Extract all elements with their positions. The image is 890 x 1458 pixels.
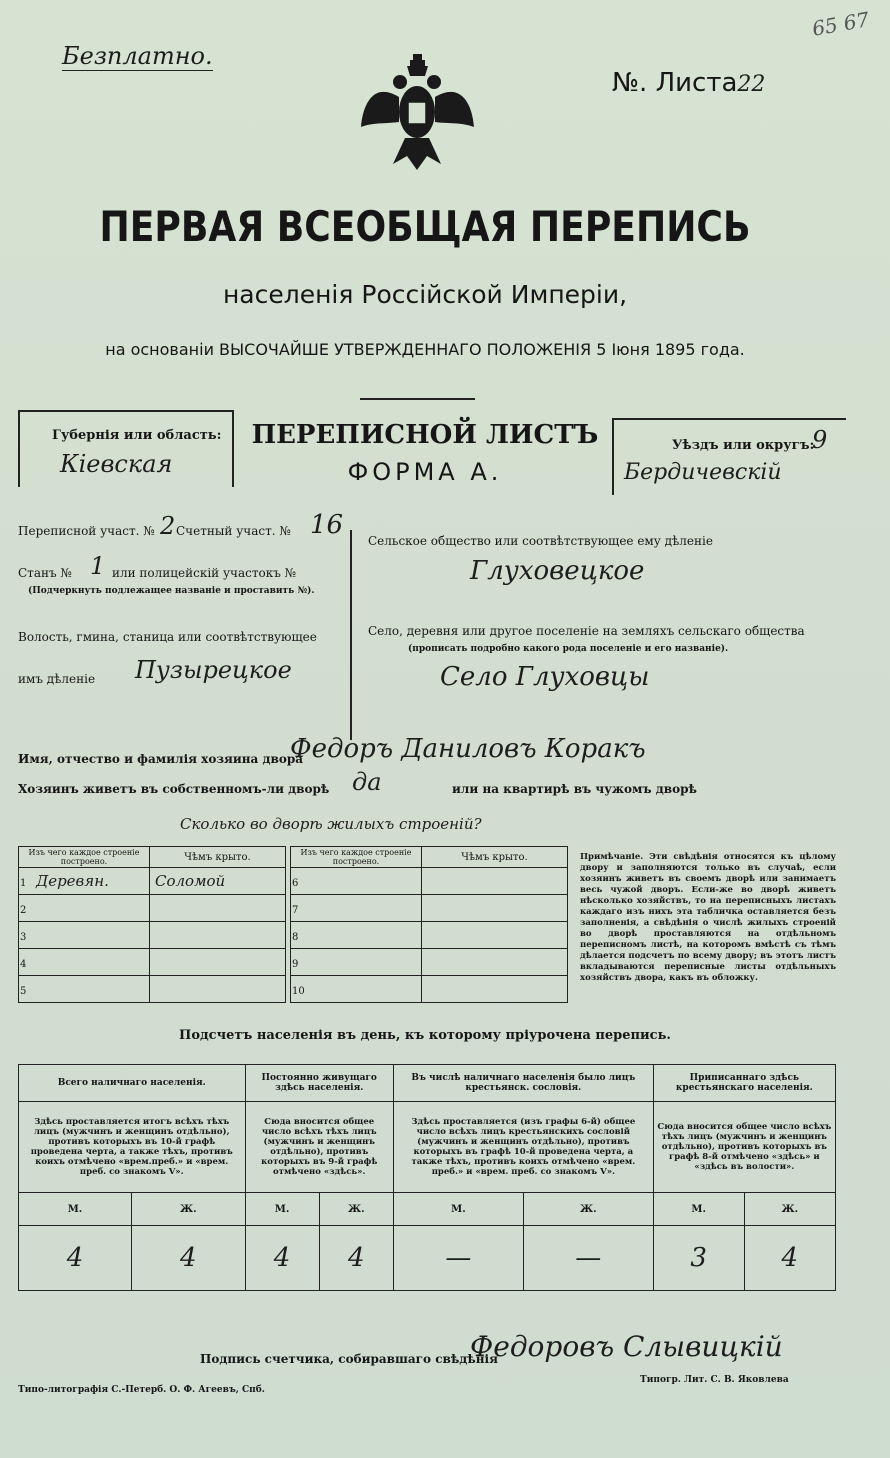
count-value: — (523, 1226, 653, 1291)
selo-label: Село, деревня или другое поселеніе на земляхъ сельскаго общества (368, 624, 805, 638)
volost-value: Пузырецкое (135, 656, 292, 684)
underline-note: (Подчеркнуть подлежащее названіе и проставить №). (28, 586, 315, 596)
owner-label: Имя, отчество и фамилія хозяина двора (18, 752, 303, 766)
count-header: Всего наличнаго населенія. (19, 1065, 246, 1102)
building-row-number: 1 (20, 878, 27, 889)
buildings-col-material: Изъ чего каждое строеніе построено. (19, 847, 150, 868)
free-label: Безплатно. (62, 42, 213, 70)
building-row-number: 3 (20, 932, 27, 943)
building-roof (151, 953, 155, 971)
building-row-number: 5 (20, 986, 27, 997)
printer-left: Типо-литографія С.-Петерб. О. Ф. Агеевъ, Спб. (18, 1385, 265, 1395)
sheet-number-label: №. Листа (612, 68, 738, 98)
female-column-header: Ж. (319, 1193, 393, 1226)
count-header: Въ числѣ наличнаго населенія было лицъ крестьянск. сословія. (393, 1065, 653, 1102)
buildings-table-right (290, 846, 568, 1003)
building-roof (151, 980, 155, 998)
count-value: — (393, 1226, 523, 1291)
male-column-header: М. (653, 1193, 744, 1226)
building-roof (151, 926, 155, 944)
lives-value: да (352, 768, 382, 796)
building-roof: Соломой (155, 872, 226, 890)
uezd-mark: 9 (812, 426, 828, 454)
female-column-header: Ж. (132, 1193, 245, 1226)
imperial-eagle-icon (355, 52, 480, 177)
middle-divider (350, 530, 352, 740)
male-column-header: М. (245, 1193, 319, 1226)
female-column-header: Ж. (744, 1193, 835, 1226)
building-row (291, 922, 568, 949)
count-value: 4 (245, 1226, 319, 1291)
signature-value: Федоровъ Слывицкій (470, 1330, 783, 1363)
selskoe-value: Глуховецкое (470, 556, 645, 586)
selo-note: (прописать подробно какого рода поселеніе и его названіе). (408, 644, 729, 654)
selo-value: Село Глуховцы (440, 662, 650, 692)
building-row-number: 10 (292, 986, 305, 997)
perepisnoy-label: Переписной участ. № (18, 524, 155, 538)
ornament-divider (360, 398, 475, 400)
count-table (18, 1064, 836, 1291)
perepisnoy-value: 2 (160, 512, 176, 540)
sheet-number-value: 22 (737, 72, 766, 97)
archive-mark: 65 67 (810, 7, 871, 41)
count-description: Здѣсь проставляется (изъ графы 6-й) общее число всѣхъ лицъ крестьянскихъ сословій (мужчинъ и женщинъ отдѣльно), противъ которыхъ въ графѣ 10-й проведена черта, а также тѣхъ, противъ коихъ отмѣчено «врем. преб.» и «врем. преб. со знакомъ V». (393, 1102, 653, 1193)
count-description: Сюда вносится общее число всѣхъ тѣхъ лицъ (мужчинъ и женщинъ отдѣльно), противъ которыхъ въ 9-й графѣ отмѣчено «здѣсь». (245, 1102, 393, 1193)
schetny-label: Счетный участ. № (176, 524, 291, 538)
building-row-number: 9 (292, 959, 299, 970)
lives-label-2: или на квартирѣ въ чужомъ дворѣ (452, 782, 697, 796)
buildings-question: Сколько во дворѣ жилыхъ строеній? (180, 815, 482, 833)
count-description: Сюда вносится общее число всѣхъ тѣхъ лицъ (мужчинъ и женщинъ отдѣльно), противъ которыхъ въ графѣ 8-й отмѣчено «здѣсь» и «здѣсь въ волости». (653, 1102, 835, 1193)
gubernia-label: Губернія или область: (52, 428, 222, 443)
buildings-col-roof: Чѣмъ крыто. (150, 847, 286, 868)
building-roof (423, 953, 427, 971)
building-row (19, 868, 286, 895)
volost-label-2: имъ дѣленіе (18, 672, 96, 686)
uezd-box (612, 418, 846, 495)
building-material: Деревян. (36, 872, 109, 890)
sheet-number (612, 68, 765, 98)
gubernia-value: Кіевская (60, 450, 173, 478)
gubernia-box (18, 410, 234, 487)
building-row (291, 949, 568, 976)
count-value: 4 (132, 1226, 245, 1291)
building-row (19, 922, 286, 949)
note-text: Эти свѣдѣнія относятся къ цѣлому двору и заполняются только въ случаѣ, если хозяинъ живетъ въ своемъ дворѣ или занимаетъ весь чужой дворъ. Если-же во дворѣ живетъ нѣсколько хозяйствъ, то на переписныхъ листахъ каждаго изъ нихъ эта табличка оставляется безъ заполненія, а свѣдѣнія о числѣ жилыхъ строеній во дворѣ проставляются на отдѣльномъ переписномъ листѣ, на которомъ вмѣстѣ съ тѣмъ дѣлается подсчетъ по всему двору; въ этотъ листъ вкладываются переписные листы отдѣльныхъ хозяйствъ двора, какъ въ обложку. (580, 852, 836, 983)
buildings-table-left (18, 846, 286, 1003)
stan-value: 1 (90, 552, 106, 580)
male-column-header: М. (393, 1193, 523, 1226)
building-row-number: 6 (292, 878, 299, 889)
basis-line: на основаніи ВЫСОЧАЙШЕ УТВЕРЖДЕННАГО ПОЛОЖЕНІЯ 5 Іюня 1895 года. (105, 340, 745, 359)
count-value: 4 (319, 1226, 393, 1291)
building-row (19, 895, 286, 922)
building-roof (423, 872, 427, 890)
count-value: 4 (19, 1226, 132, 1291)
page-title: ПЕРВАЯ ВСЕОБЩАЯ ПЕРЕПИСЬ (99, 202, 751, 251)
police-label: или полицейскій участокъ № (112, 566, 297, 580)
building-roof (151, 899, 155, 917)
signature-label: Подпись счетчика, собиравшаго свѣдѣнія (200, 1352, 498, 1366)
volost-label: Волость, гмина, станица или соотвѣтствующее (18, 630, 317, 644)
building-row-number: 8 (292, 932, 299, 943)
schetny-value: 16 (310, 510, 344, 540)
building-row (291, 868, 568, 895)
building-row (291, 895, 568, 922)
page-subtitle: населенія Россійской Имперіи, (222, 280, 628, 309)
count-title: Подсчетъ населенія въ день, къ которому пріурочена перепись. (179, 1028, 671, 1043)
form-subtitle: ФОРМА А. (347, 458, 503, 486)
building-roof (423, 926, 427, 944)
female-column-header: Ж. (523, 1193, 653, 1226)
building-row (19, 976, 286, 1003)
form-title: ПЕРЕПИСНОЙ ЛИСТЪ (251, 420, 599, 450)
building-row (291, 976, 568, 1003)
count-value: 4 (744, 1226, 835, 1291)
building-row (19, 949, 286, 976)
buildings-note (580, 852, 836, 984)
building-row-number: 4 (20, 959, 27, 970)
count-header: Приписаннаго здѣсь крестьянскаго населенія. (653, 1065, 835, 1102)
buildings-col-material: Изъ чего каждое строеніе построено. (291, 847, 422, 868)
selskoe-label: Сельское общество или соотвѣтствующее ему дѣленіе (368, 534, 713, 548)
lives-label: Хозяинъ живетъ въ собственномъ-ли дворѣ (18, 782, 330, 796)
count-header: Постоянно живущаго здѣсь населенія. (245, 1065, 393, 1102)
building-roof (423, 980, 427, 998)
male-column-header: М. (19, 1193, 132, 1226)
count-description: Здѣсь проставляется итогъ всѣхъ тѣхъ лицъ (мужчинъ и женщинъ отдѣльно), противъ которыхъ въ 10-й графѣ проведена черта, а также тѣхъ, противъ коихъ отмѣчено «врем.преб.» и «врем. преб. со знакомъ V». (19, 1102, 246, 1193)
buildings-col-roof: Чѣмъ крыто. (422, 847, 568, 868)
building-roof (423, 899, 427, 917)
uezd-value: Бердичевскій (624, 460, 782, 485)
printer-right: Типогр. Лит. С. В. Яковлева (640, 1375, 789, 1385)
count-value: 3 (653, 1226, 744, 1291)
building-row-number: 7 (292, 905, 299, 916)
stan-label: Станъ № (18, 566, 72, 580)
note-title: Примѣчаніе. (580, 852, 644, 862)
uezd-label: Уѣздъ или округъ: (672, 438, 815, 453)
building-row-number: 2 (20, 905, 27, 916)
owner-value: Федоръ Даниловъ Коракъ (290, 734, 646, 764)
